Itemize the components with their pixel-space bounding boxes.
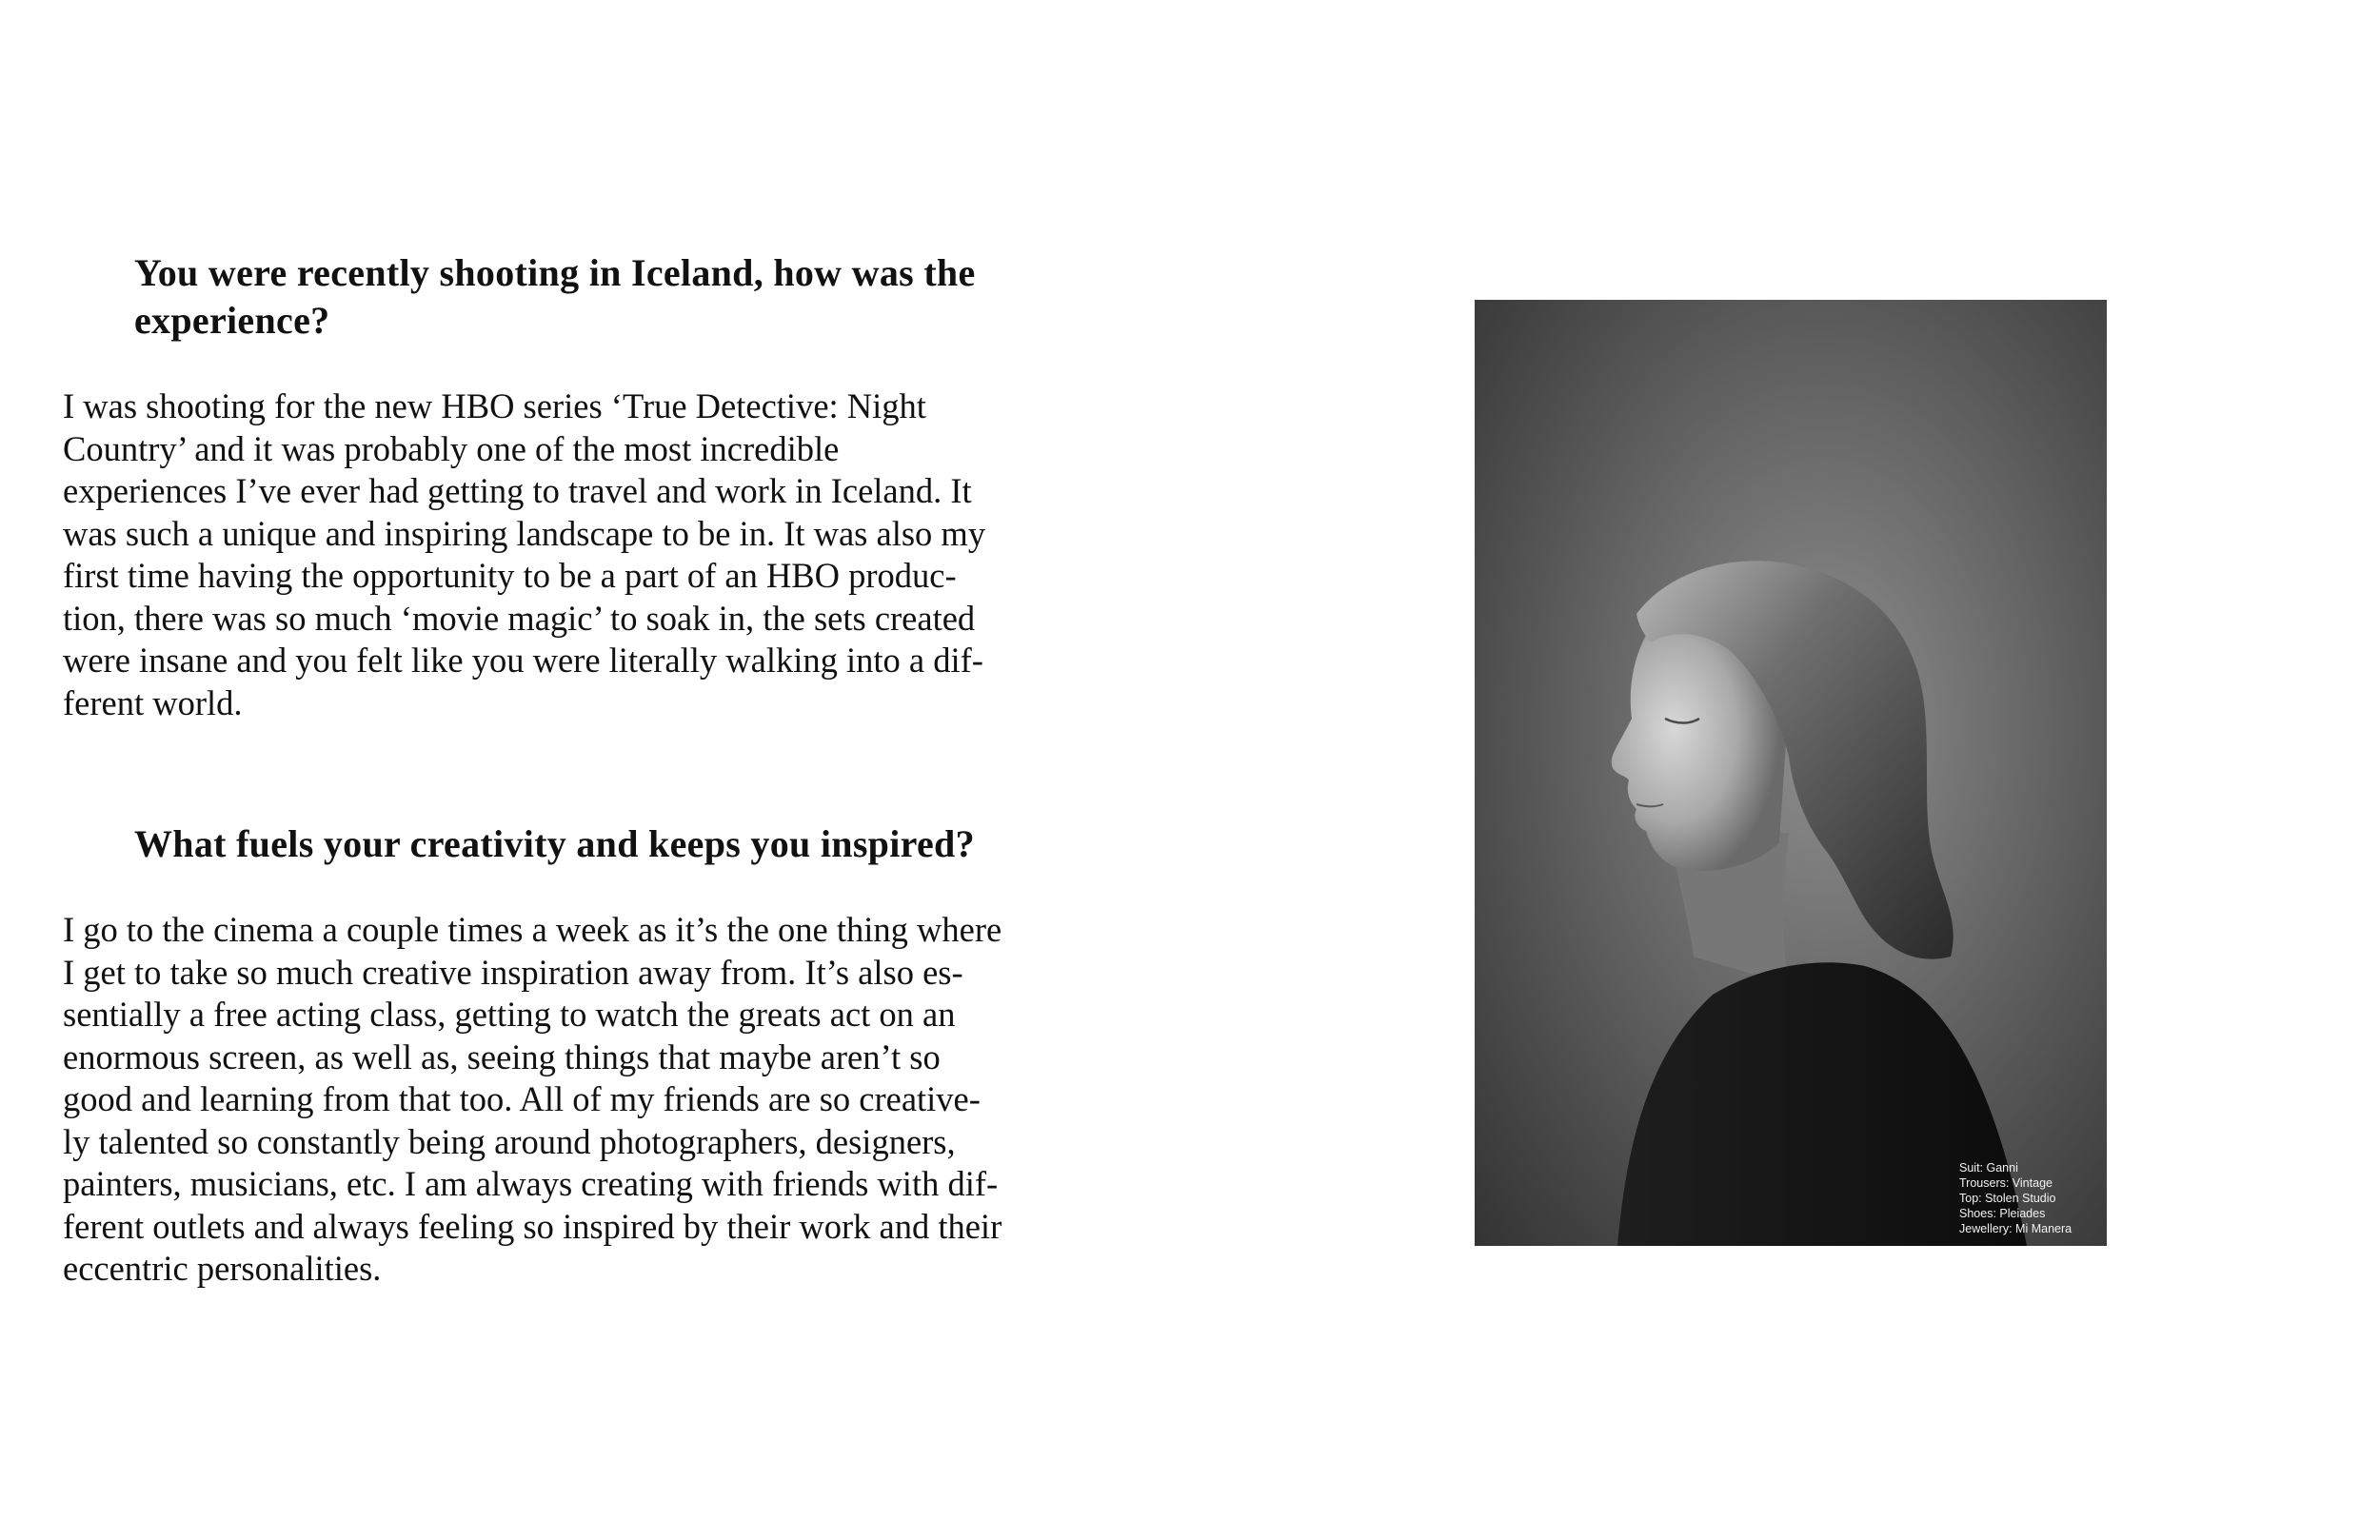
answer-paragraph-iceland [63, 385, 985, 724]
question-heading-iceland: You were recently shooting in Iceland, how was the experience? [134, 251, 976, 342]
answer-line: I go to the cinema a couple times a week as it’s the one thing where [63, 910, 1002, 949]
credit-line: Shoes: Pleiades [1959, 1207, 2046, 1220]
answer-line: ferent outlets and always feeling so inspired by their work and their [63, 1206, 1002, 1246]
answer-line: eccentric personalities. [63, 1249, 382, 1288]
answer-line: good and learning from that too. All of my friends are so creative- [63, 1079, 981, 1118]
credit-line: Top: Stolen Studio [1959, 1192, 2056, 1205]
portrait-illustration [1475, 300, 2107, 1246]
answer-line: ly talented so constantly being around photographers, designers, [63, 1121, 956, 1161]
answer-line: painters, musicians, etc. I am always creating with friends with dif- [63, 1164, 999, 1203]
answer-line: tion, there was so much ‘movie magic’ to soak in, the sets created [63, 598, 976, 638]
outfit-credits [1959, 1160, 2102, 1236]
question-heading-creativity: What fuels your creativity and keeps you inspired? [134, 822, 975, 865]
answer-line: enormous screen, as well as, seeing things that maybe aren’t so [63, 1037, 941, 1076]
answer-line: experiences I’ve ever had getting to travel and work in Iceland. It [63, 471, 972, 510]
answer-line: were insane and you felt like you were literally walking into a dif- [63, 641, 983, 680]
answer-line: Country’ and it was probably one of the most incredible [63, 428, 840, 468]
answer-line: first time having the opportunity to be a part of an HBO produc- [63, 556, 957, 595]
answer-line: sentially a free acting class, getting to watch the greats act on an [63, 995, 956, 1034]
credit-line: Trousers: Vintage [1959, 1176, 2053, 1190]
credit-line: Suit: Ganni [1959, 1161, 2018, 1175]
portrait-photo [1475, 300, 2107, 1246]
answer-line: I get to take so much creative inspiration away from. It’s also es- [63, 952, 963, 992]
answer-line: I was shooting for the new HBO series ‘True Detective: Night [63, 386, 926, 425]
answer-line: ferent world. [63, 682, 243, 722]
answer-paragraph-creativity [63, 909, 1002, 1291]
credit-line: Jewellery: Mi Manera [1959, 1222, 2073, 1235]
answer-line: was such a unique and inspiring landscape to be in. It was also my [63, 513, 986, 553]
